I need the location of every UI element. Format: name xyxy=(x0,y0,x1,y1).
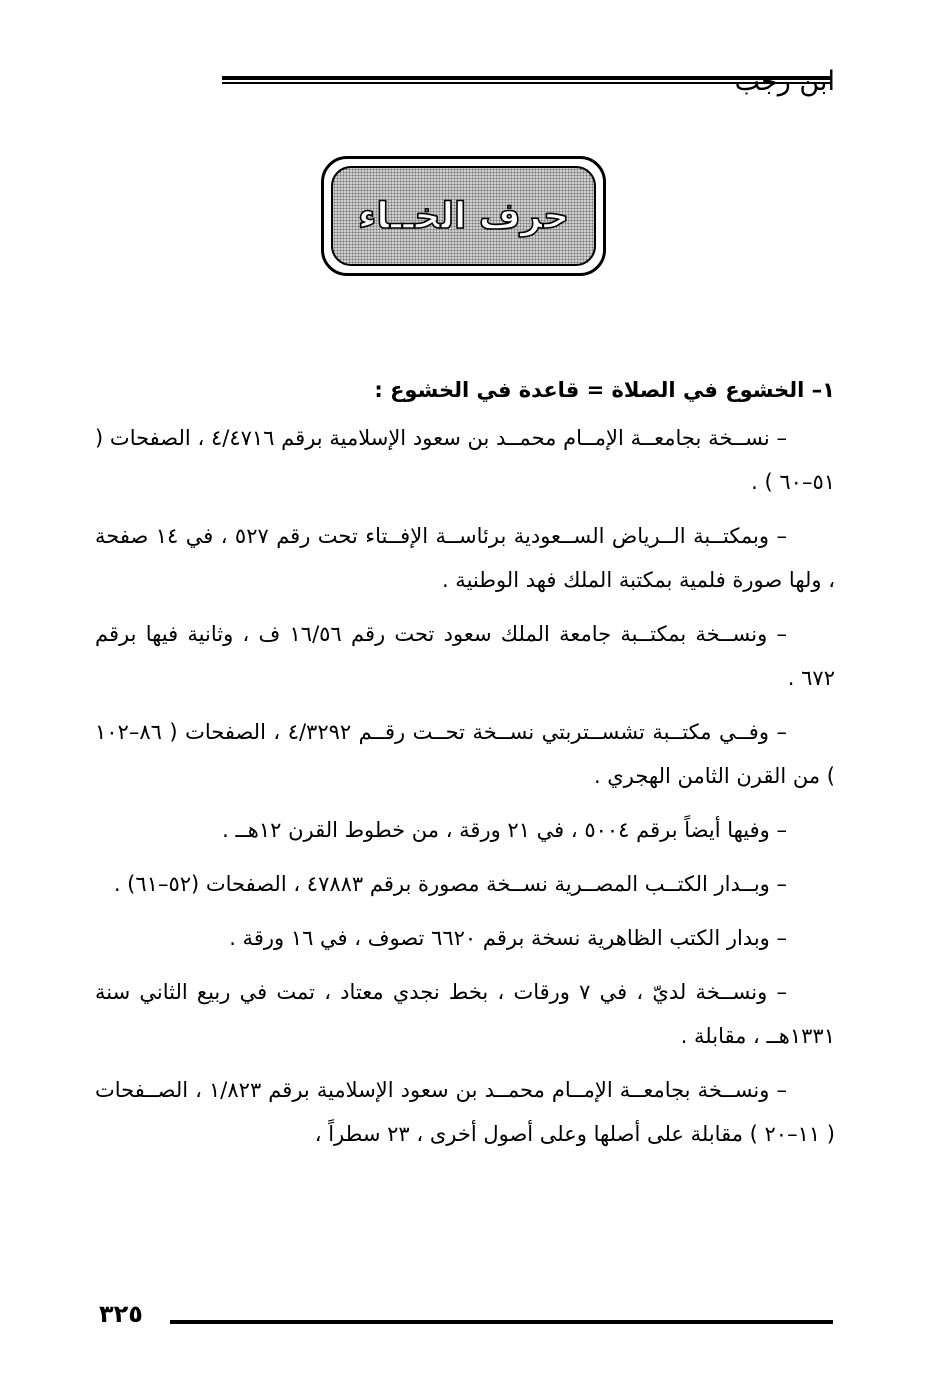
manuscript-entry: – وفــي مكتــبة تشســتربتي نســخة تحــت رقــم ٤/٣٢٩٢ ، الصفحات ( ٨٦–١٠٢ ) من القرن الثامن الهجري . xyxy=(95,720,835,788)
manuscript-entry: – ونســخة بمكتــبة جامعة الملك سعود تحت رقم ١٦/٥٦ ف ، وثانية فيها برقم ٦٧٢ . xyxy=(95,622,835,690)
section-heading: ١– الخشوع في الصلاة = قاعدة في الخشوع : xyxy=(374,378,835,402)
manuscript-entry: – وفيها أيضاً برقم ٥٠٠٤ ، في ٢١ ورقة ، من خطوط القرن ١٢هــ . xyxy=(222,818,787,842)
chapter-title: حرف الخــاء xyxy=(357,195,570,237)
page-number: ٣٢٥ xyxy=(99,1300,143,1328)
manuscript-entry: – ونســخة بجامعــة الإمــام محمــد بن سعود الإسلامية برقم ١/٨٢٣ ، الصــفحات ( ١١–٢٠ ) مقابلة على أصلها وعلى أصول أخرى ، ٢٣ سطراً ، xyxy=(95,1078,835,1146)
running-header xyxy=(95,62,835,102)
chapter-title-frame xyxy=(321,156,606,276)
manuscript-entry: – وبــدار الكتــب المصــرية نســخة مصورة برقم ٤٧٨٨٣ ، الصفحات (٥٢–٦١) . xyxy=(113,872,787,896)
manuscript-entry: – وبمكتــبة الــرياض الســعودية برئاســة الإفــتاء تحت رقم ٥٢٧ ، في ١٤ صفحة ، ولها صورة فلمية بمكتبة الملك فهد الوطنية . xyxy=(95,524,835,592)
manuscript-entry: – نســخة بجامعــة الإمــام محمــد بن سعود الإسلامية برقم ٤/٤٧١٦ ، الصفحات ( ٥١–٦٠ ) . xyxy=(95,426,835,494)
running-header-title: ابن رجب xyxy=(734,66,835,97)
page-footer xyxy=(95,1296,835,1346)
chapter-title-panel xyxy=(331,166,596,266)
page-body xyxy=(95,368,835,1166)
manuscript-entry: – ونســخة لديّ ، في ٧ ورقات ، بخط نجدي معتاد ، تمت في ربيع الثاني سنة ١٣٣١هــ ، مقابلة . xyxy=(95,980,835,1048)
header-double-rule xyxy=(222,76,832,84)
manuscript-entry: – وبدار الكتب الظاهرية نسخة برقم ٦٦٢٠ تصوف ، في ١٦ ورقة . xyxy=(229,926,787,950)
footer-rule xyxy=(170,1320,833,1324)
